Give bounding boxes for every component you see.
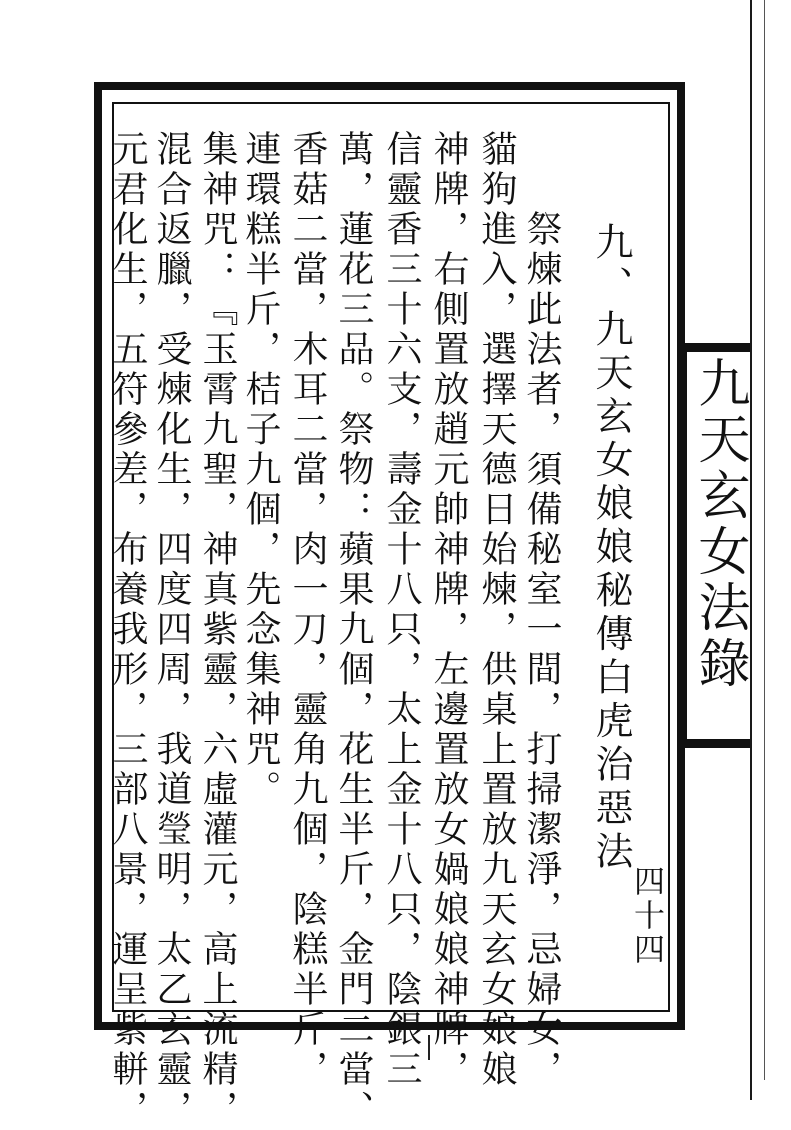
body-line-2: 貓狗進入，選擇天德日始煉，供桌上置放九天玄女娘娘 (476, 130, 517, 1090)
body-line-10: 元君化生，五符參差，布養我形，三部八景，運呈紫軿， (107, 130, 148, 1130)
page-number: 四十四 (628, 865, 664, 967)
body-line-9: 混合返臘，受煉化生，四度四周，我道瑩明，太乙玄靈， (151, 130, 192, 1130)
body-line-5: 萬，蓮花三品。祭物：蘋果九個，花生半斤，金門二當、 (333, 130, 374, 1130)
binding-line (750, 0, 752, 1100)
side-title: 九天玄女法錄 (689, 356, 749, 692)
binding-line-thin (764, 0, 765, 1080)
body-line-3: 神牌，右側置放趙元帥神牌，左邊置放女媧娘娘神牌， (428, 130, 469, 1090)
chapter-title: 九、九天玄女娘娘秘傳白虎治惡法 (589, 222, 633, 875)
body-line-4: 信靈香三十六支，壽金十八只，太上金十八只，陰銀三 (381, 130, 422, 1090)
body-line-7: 連環糕半斤，桔子九個，先念集神咒。 (240, 130, 281, 810)
body-line-1: 祭煉此法者，須備秘室一間，打掃潔淨，忌婦女， (521, 170, 562, 1090)
body-line-6: 香菇二當，木耳二當，肉一刀，靈角九個，陰糕半斤， (287, 130, 328, 1090)
body-line-8: 集神咒：『玉霄九聖，神真紫靈，六虛灌元，高上流精， (197, 130, 238, 1130)
